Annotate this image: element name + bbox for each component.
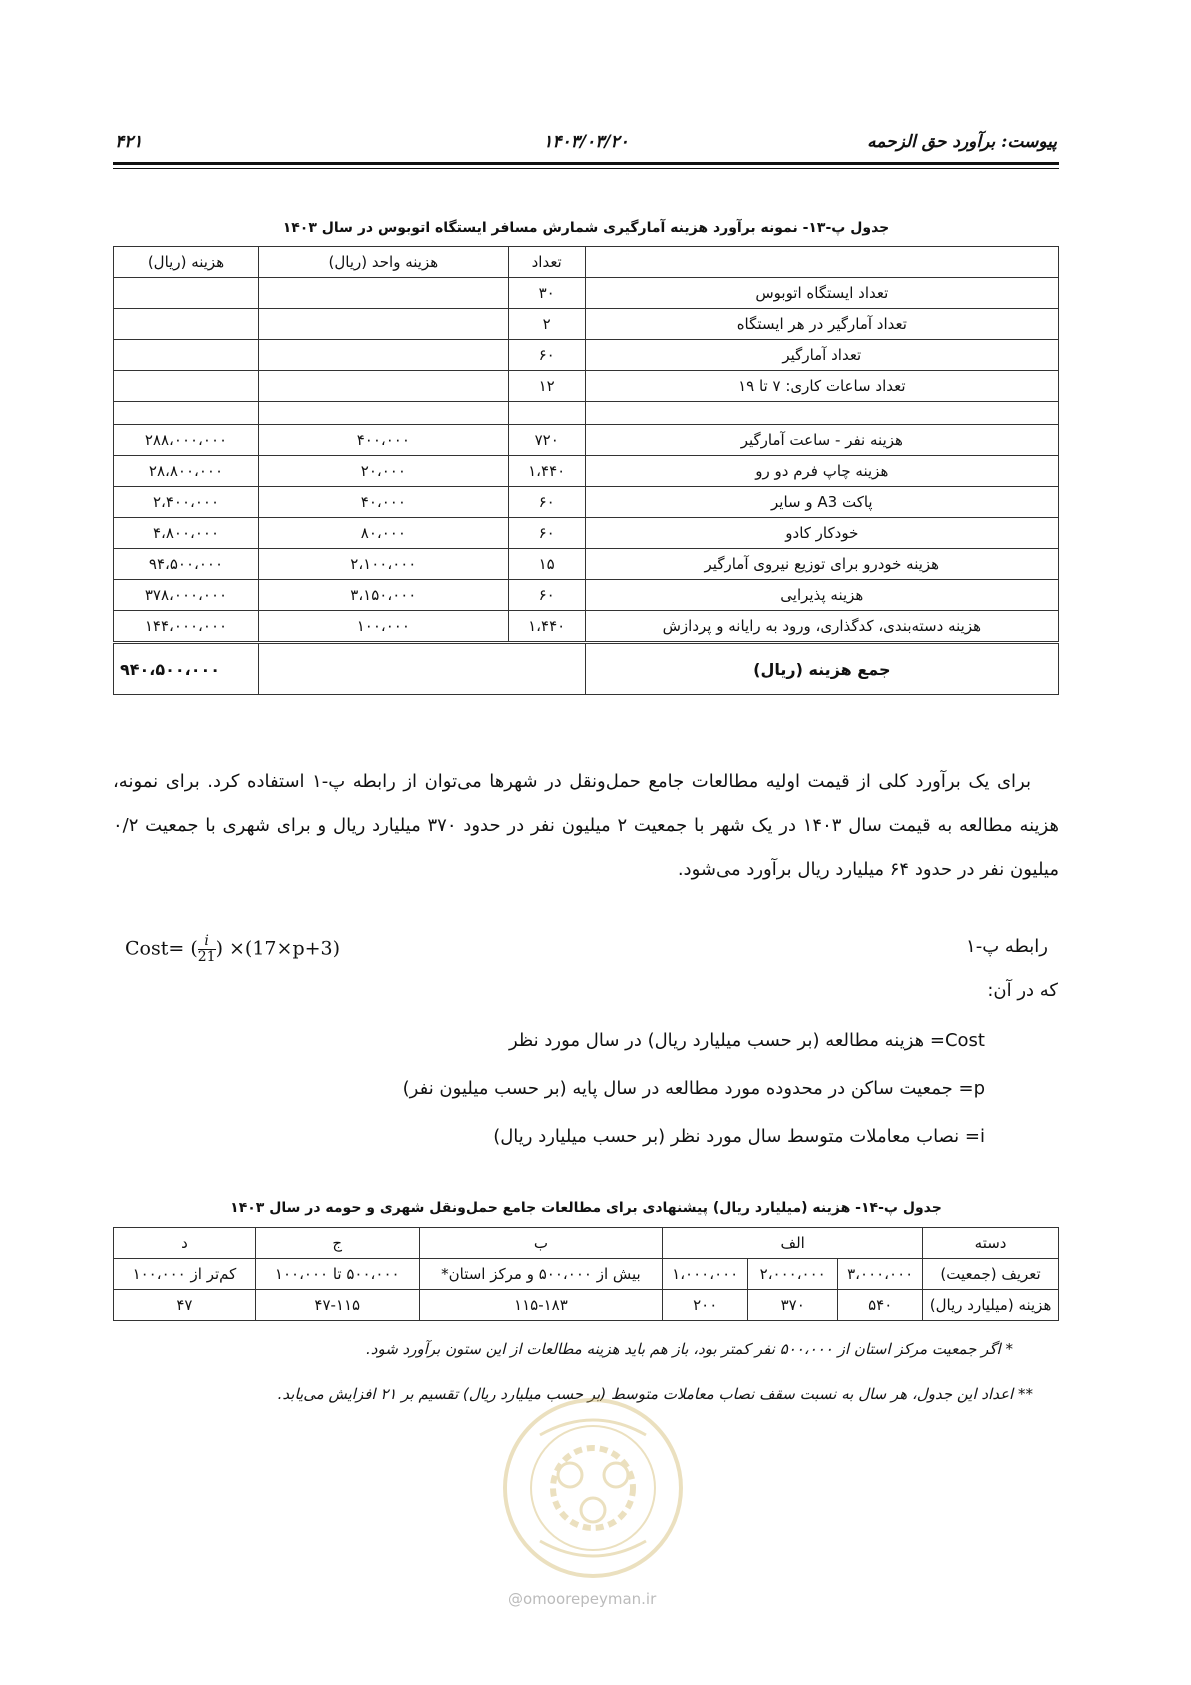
table1-header-cell: هزینه واحد (ریال): [258, 247, 508, 278]
unit-cost-cell: ۱۰۰،۰۰۰: [258, 611, 508, 643]
count-cell: ۱،۴۴۰: [508, 456, 585, 487]
table-survey-cost: [113, 246, 1059, 695]
population-cell: ۱،۰۰۰،۰۰۰: [663, 1259, 748, 1290]
seal-watermark-icon: [500, 1395, 686, 1581]
header-rule-thick: [113, 162, 1059, 165]
page-header: [115, 128, 1057, 158]
cost-cell: ۴،۸۰۰،۰۰۰: [114, 518, 259, 549]
item-cell: هزینه چاپ فرم دو رو: [585, 456, 1058, 487]
cost-cell: ۲،۴۰۰،۰۰۰: [114, 487, 259, 518]
cost-value-cell: ۲۰۰: [663, 1290, 748, 1321]
cost-value-cell: ۳۷۰: [748, 1290, 838, 1321]
item-cell: تعداد آمارگیر در هر ایستگاه: [585, 309, 1058, 340]
watermark-text: @omoorepeyman.ir: [508, 1590, 657, 1608]
count-cell: ۶۰: [508, 487, 585, 518]
population-cell: ۲،۰۰۰،۰۰۰: [748, 1259, 838, 1290]
definition-cost: Cost= هزینه مطالعه (بر حسب میلیارد ریال) در سال مورد نظر: [508, 1030, 985, 1051]
item-cell: هزینه نفر - ساعت آمارگیر: [585, 425, 1058, 456]
table-row: [114, 549, 1059, 580]
total-value: ۹۴۰،۵۰۰،۰۰۰: [114, 643, 259, 695]
formula-label: رابطه پ-۱: [966, 936, 1048, 957]
unit-cost-cell: ۳،۱۵۰،۰۰۰: [258, 580, 508, 611]
item-cell: هزینه خودرو برای توزیع نیروی آمارگیر: [585, 549, 1058, 580]
unit-cost-cell: ۸۰،۰۰۰: [258, 518, 508, 549]
cost-value-cell: ۵۴۰: [838, 1290, 923, 1321]
table1-header-row: [114, 247, 1059, 278]
cost-cell: ۹۴،۵۰۰،۰۰۰: [114, 549, 259, 580]
table-row: [114, 456, 1059, 487]
cost-cell: [114, 371, 259, 402]
item-cell: هزینه پذیرایی: [585, 580, 1058, 611]
table2-category-row: [114, 1228, 1059, 1259]
count-cell: ۱۲: [508, 371, 585, 402]
unit-cost-cell: [258, 402, 508, 425]
unit-cost-cell: ۲۰،۰۰۰: [258, 456, 508, 487]
category-alef: الف: [663, 1228, 923, 1259]
population-cell: کم‌تر از ۱۰۰،۰۰۰: [114, 1259, 256, 1290]
table-row: [114, 371, 1059, 402]
population-cell: ۳،۰۰۰،۰۰۰: [838, 1259, 923, 1290]
fraction-numerator: i: [198, 934, 216, 950]
item-cell: [585, 402, 1058, 425]
unit-cost-cell: [258, 371, 508, 402]
count-cell: ۳۰: [508, 278, 585, 309]
cost-cell: [114, 309, 259, 340]
item-cell: تعداد ساعات کاری: ۷ تا ۱۹: [585, 371, 1058, 402]
count-cell: ۷۲۰: [508, 425, 585, 456]
table2-definition-row: [114, 1259, 1059, 1290]
header-title: پیوست: برآورد حق الزحمه: [867, 132, 1057, 152]
table-study-cost: [113, 1227, 1059, 1321]
page-number: ۴۲۱: [115, 132, 143, 152]
table-row: [114, 580, 1059, 611]
table-row: [114, 611, 1059, 643]
cost-cell: ۲۸۸،۰۰۰،۰۰۰: [114, 425, 259, 456]
table-row-spacer: [114, 402, 1059, 425]
unit-cost-cell: ۴۰۰،۰۰۰: [258, 425, 508, 456]
formula-suffix: ) ×(17×p+3): [215, 937, 341, 960]
cost-cell: [114, 340, 259, 371]
cost-value-cell: ۱۱۵-۱۸۳: [419, 1290, 663, 1321]
category-header: دسته: [923, 1228, 1059, 1259]
item-cell: تعداد آمارگیر: [585, 340, 1058, 371]
header-date: ۱۴۰۳/۰۳/۲۰: [543, 132, 629, 152]
count-cell: [508, 402, 585, 425]
unit-cost-cell: ۴۰،۰۰۰: [258, 487, 508, 518]
unit-cost-cell: [258, 309, 508, 340]
total-empty-cell: [258, 643, 508, 695]
count-cell: ۱۵: [508, 549, 585, 580]
table-row: [114, 487, 1059, 518]
category-dal: د: [114, 1228, 256, 1259]
body-paragraph: برای یک برآورد کلی از قیمت اولیه مطالعات جامع حمل‌ونقل در شهرها می‌توان از رابطه پ-۱ استفاده کرد. برای نمونه، هزینه مطالعه به قیمت سال ۱۴۰۳ در یک شهر با جمعیت ۲ میلیون نفر در حدود ۳۷۰ میلیارد ریال و برای شهری با جمعیت ۰/۲ میلیون نفر در حدود ۶۴ میلیارد ریال برآورد می‌شود.: [113, 771, 1059, 880]
footnote-1: * اگر جمعیت مرکز استان از ۵۰۰،۰۰۰ نفر کمتر بود، باز هم باید هزینه مطالعات از این ستون برآورد شود.: [366, 1340, 1013, 1358]
table-row: [114, 340, 1059, 371]
definition-population: p= جمعیت ساکن در محدوده مورد مطالعه در سال پایه (بر حسب میلیون نفر): [402, 1078, 985, 1099]
header-rule-thin: [113, 168, 1059, 169]
definition-header: تعریف (جمعیت): [923, 1259, 1059, 1290]
formula-prefix: Cost= (: [125, 937, 198, 960]
unit-cost-cell: [258, 278, 508, 309]
table1-header-cell: [585, 247, 1058, 278]
cost-cell: [114, 278, 259, 309]
population-cell: بیش از ۵۰۰،۰۰۰ و مرکز استان*: [419, 1259, 663, 1290]
item-cell: پاکت A3 و سایر: [585, 487, 1058, 518]
count-cell: ۱،۴۴۰: [508, 611, 585, 643]
table-row: [114, 278, 1059, 309]
cost-value-cell: ۴۷: [114, 1290, 256, 1321]
table1-caption: جدول پ-۱۳- نمونه برآورد هزینه آمارگیری شمارش مسافر ایستگاه اتوبوس در سال ۱۴۰۳: [282, 220, 890, 236]
cost-formula: [125, 934, 340, 965]
item-cell: تعداد ایستگاه اتوبوس: [585, 278, 1058, 309]
footnote-2: ** اعداد این جدول، هر سال به نسبت سقف نصاب معاملات متوسط (بر حسب میلیارد ریال) تقسیم بر ۲۱ افزایش می‌یابد.: [277, 1385, 1033, 1403]
count-cell: ۲: [508, 309, 585, 340]
unit-cost-cell: [258, 340, 508, 371]
table1-total-row: [114, 643, 1059, 695]
table2-caption: جدول پ-۱۴- هزینه (میلیارد ریال) پیشنهادی برای مطالعات جامع حمل‌ونقل شهری و حومه در سال ۱۴۰۳: [230, 1200, 942, 1216]
cost-cell: ۱۴۴،۰۰۰،۰۰۰: [114, 611, 259, 643]
cost-header: هزینه (میلیارد ریال): [923, 1290, 1059, 1321]
count-cell: ۶۰: [508, 340, 585, 371]
table-row: [114, 309, 1059, 340]
table-row: [114, 425, 1059, 456]
population-cell: ۵۰۰،۰۰۰ تا ۱۰۰،۰۰۰: [255, 1259, 419, 1290]
table-row: [114, 518, 1059, 549]
category-jim: ج: [255, 1228, 419, 1259]
table2-cost-row: [114, 1290, 1059, 1321]
formula-fraction: [198, 934, 216, 965]
item-cell: هزینه دسته‌بندی، کدگذاری، ورود به رایانه و پردازش: [585, 611, 1058, 643]
cost-cell: [114, 402, 259, 425]
category-be: ب: [419, 1228, 663, 1259]
total-empty-cell: [508, 643, 585, 695]
item-cell: خودکار کادو: [585, 518, 1058, 549]
where-text: که در آن:: [987, 980, 1058, 1001]
cost-cell: ۲۸،۸۰۰،۰۰۰: [114, 456, 259, 487]
cost-cell: ۳۷۸،۰۰۰،۰۰۰: [114, 580, 259, 611]
total-label: جمع هزینه (ریال): [585, 643, 1058, 695]
fraction-denominator: 21: [197, 949, 216, 965]
table1-header-cell: هزینه (ریال): [114, 247, 259, 278]
definition-threshold: i= نصاب معاملات متوسط سال مورد نظر (بر حسب میلیارد ریال): [493, 1126, 985, 1147]
unit-cost-cell: ۲،۱۰۰،۰۰۰: [258, 549, 508, 580]
count-cell: ۶۰: [508, 580, 585, 611]
table1-header-cell: تعداد: [508, 247, 585, 278]
count-cell: ۶۰: [508, 518, 585, 549]
cost-value-cell: ۴۷-۱۱۵: [255, 1290, 419, 1321]
